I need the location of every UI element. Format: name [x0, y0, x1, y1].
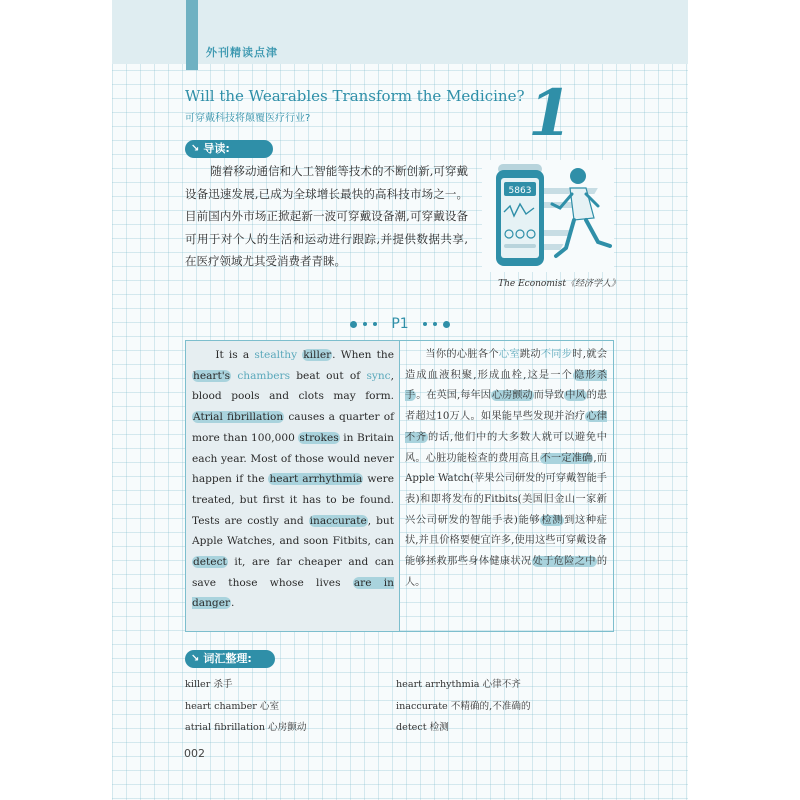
- vocab-item: detect 检测: [396, 722, 449, 733]
- passage-text: it, are far cheaper and can save those whose lives: [192, 556, 394, 589]
- article-title-english: Will the Wearables Transform the Medicine?: [185, 87, 525, 105]
- highlighted-term: 中风: [565, 390, 586, 402]
- chinese-translation: [405, 345, 607, 593]
- passage-text: were treated, but first it has to be found. Tests are costly and: [192, 473, 394, 527]
- vocab-item: killer 杀手: [185, 679, 233, 690]
- dot-icon: [423, 322, 427, 326]
- highlighted-term: detect: [193, 556, 227, 569]
- page-number: 002: [184, 747, 205, 760]
- passage-text: ,而Apple Watch(苹果公司研发的可穿戴智能手表)和即将发布的Fitbits(美国旧金山一家新兴公司研发的智能手表)能够: [405, 452, 607, 526]
- vocab-item: heart chamber 心室: [185, 700, 280, 712]
- dot-icon: [373, 322, 377, 326]
- header-band: [112, 0, 688, 64]
- highlighted-term: 心律不齐: [405, 411, 607, 443]
- watch-reading: 5863: [508, 186, 532, 196]
- passage-text: 的话,他们中的大多数人就可以避免中风。心脏功能检查的费用高且: [405, 431, 607, 464]
- highlighted-term: 检测: [541, 514, 564, 526]
- highlighted-term: heart's: [193, 369, 231, 382]
- article-title-chinese: 可穿戴科技将颠覆医疗行业?: [185, 113, 311, 124]
- highlighted-term: Atrial fibrillation: [193, 411, 284, 424]
- highlighted-term: 隐形杀手: [405, 369, 607, 402]
- section-title: 外刊精读点津: [206, 46, 278, 59]
- passage-box: [185, 340, 614, 632]
- paragraph-marker: [340, 316, 460, 332]
- passage-text: 的人。: [405, 556, 608, 588]
- passage-text: 到这种症状,并且价格要便宜许多,使用这些可穿戴设备能够拯救那些身体健康状况: [405, 514, 607, 568]
- panel-divider: [399, 341, 400, 631]
- highlighted-term: strokes: [299, 431, 339, 444]
- highlighted-term: 心房颤动: [491, 390, 533, 402]
- passage-text: 当你的心脏各个: [425, 349, 499, 360]
- intro-paragraph: 随着移动通信和人工智能等技术的不断创新,可穿戴设备迅速发展,已成为全球增长最快的高科技市场之一。目前国内外市场正掀起新一波可穿戴设备潮,可穿戴设备可用于对个人的生活和运动进行跟踪,并提供数据共享,在医疗领域尤其受消费者青睐。: [185, 164, 468, 268]
- colored-term: stealthy: [254, 349, 298, 361]
- passage-text: in Britain each year. Most of those would never happen if the: [192, 431, 395, 486]
- highlighted-term: are in danger: [192, 576, 394, 610]
- highlighted-term: 处于危险之中: [532, 556, 596, 568]
- passage-text: , but Apple Watches, and soon Fitbits, can: [192, 514, 394, 548]
- colored-term: sync: [366, 369, 391, 382]
- colored-term: chambers: [237, 369, 291, 382]
- vocab-item: heart arrhythmia 心律不齐: [396, 679, 521, 690]
- colored-term: 心室: [498, 349, 520, 360]
- passage-text: . When the: [332, 349, 394, 361]
- vocab-item: inaccurate 不精确的,不准确的: [396, 700, 531, 712]
- passage-text: 而导致: [533, 390, 565, 402]
- highlighted-term: 不一定准确: [540, 452, 593, 464]
- dot-icon: [363, 322, 367, 326]
- passage-text: 的患者超过10万人。如果能早些发现并治疗: [405, 390, 608, 423]
- intro-label: ↘ 导读:: [185, 140, 273, 158]
- passage-text: causes a quarter of more than 100,000: [192, 411, 395, 444]
- highlighted-term: killer: [303, 349, 332, 361]
- passage-text: 跳动: [519, 349, 541, 360]
- vocab-item: atrial fibrillation 心房颤动: [185, 722, 307, 733]
- highlighted-term: inaccurate: [309, 514, 367, 527]
- passage-text: beat out of: [290, 369, 367, 382]
- passage-text: It is a: [215, 349, 255, 361]
- dot-icon: [433, 322, 437, 326]
- dot-icon: [443, 321, 450, 328]
- image-caption: The Economist《经济学人》: [498, 279, 620, 289]
- header-bookmark-tab: [186, 0, 198, 70]
- highlighted-term: heart arrhythmia: [269, 473, 363, 486]
- passage-text: 时,就会造成血液积聚,形成血栓,这是一个: [405, 349, 608, 381]
- article-number: 1: [528, 76, 573, 151]
- vocab-label: ↘ 词汇整理:: [185, 650, 275, 668]
- paragraph-label: P1: [391, 316, 409, 332]
- english-passage: [192, 345, 394, 614]
- passage-text: .: [231, 597, 235, 610]
- vocab-list-left: [185, 674, 306, 739]
- passage-text: 。在英国,每年因: [416, 390, 491, 402]
- dot-icon: [350, 321, 357, 328]
- passage-text: , blood pools and clots may form.: [192, 369, 394, 403]
- arrow-icon: ↘: [191, 653, 200, 664]
- runner-smartwatch-illustration: [482, 160, 614, 272]
- arrow-icon: ↘: [191, 143, 200, 154]
- vocab-list-right: [396, 674, 531, 739]
- colored-term: 不同步: [540, 349, 573, 360]
